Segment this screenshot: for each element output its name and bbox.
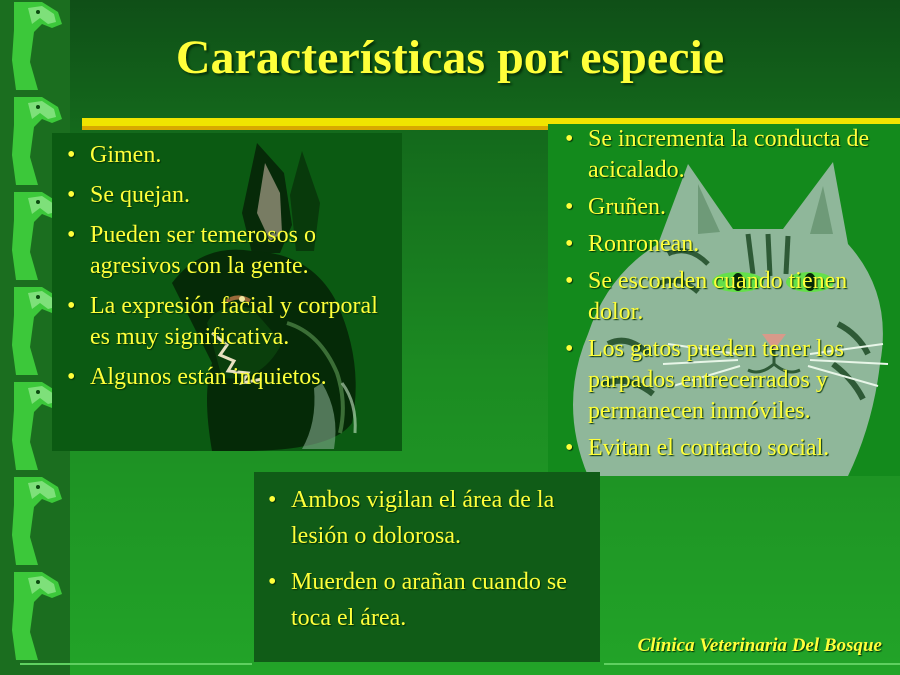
cat-characteristics-list <box>558 124 893 470</box>
footer-rule-right <box>604 663 900 665</box>
list-item: • Los gatos pueden tener los parpados entrecerrados y permanecen inmóviles. <box>558 334 893 427</box>
list-item: • Gimen. <box>60 140 390 171</box>
list-item: • Algunos están inquietos. <box>60 362 390 393</box>
list-item: • Se quejan. <box>60 180 390 211</box>
list-item: • Ambos vigilan el área de la lesión o dolorosa. <box>261 482 596 554</box>
list-item: • Pueden ser temerosos o agresivos con la gente. <box>60 220 390 282</box>
dog-characteristics-list <box>60 140 390 402</box>
common-characteristics-list <box>261 482 596 646</box>
list-item: • Ronronean. <box>558 229 893 260</box>
list-item: • Gruñen. <box>558 192 893 223</box>
list-item: • Muerden o arañan cuando se toca el área. <box>261 564 596 636</box>
list-item: • Se esconden cuando tienen dolor. <box>558 266 893 328</box>
slide-title: Características por especie <box>175 31 725 84</box>
list-item: • Evitan el contacto social. <box>558 433 893 464</box>
footer-clinic-name: Clínica Veterinaria Del Bosque <box>637 635 882 656</box>
title-underline-accent <box>82 126 552 130</box>
footer-rule-left <box>20 663 252 665</box>
list-item: • Se incrementa la conducta de acicalado. <box>558 124 893 186</box>
list-item: • La expresión facial y corporal es muy significativa. <box>60 291 390 353</box>
